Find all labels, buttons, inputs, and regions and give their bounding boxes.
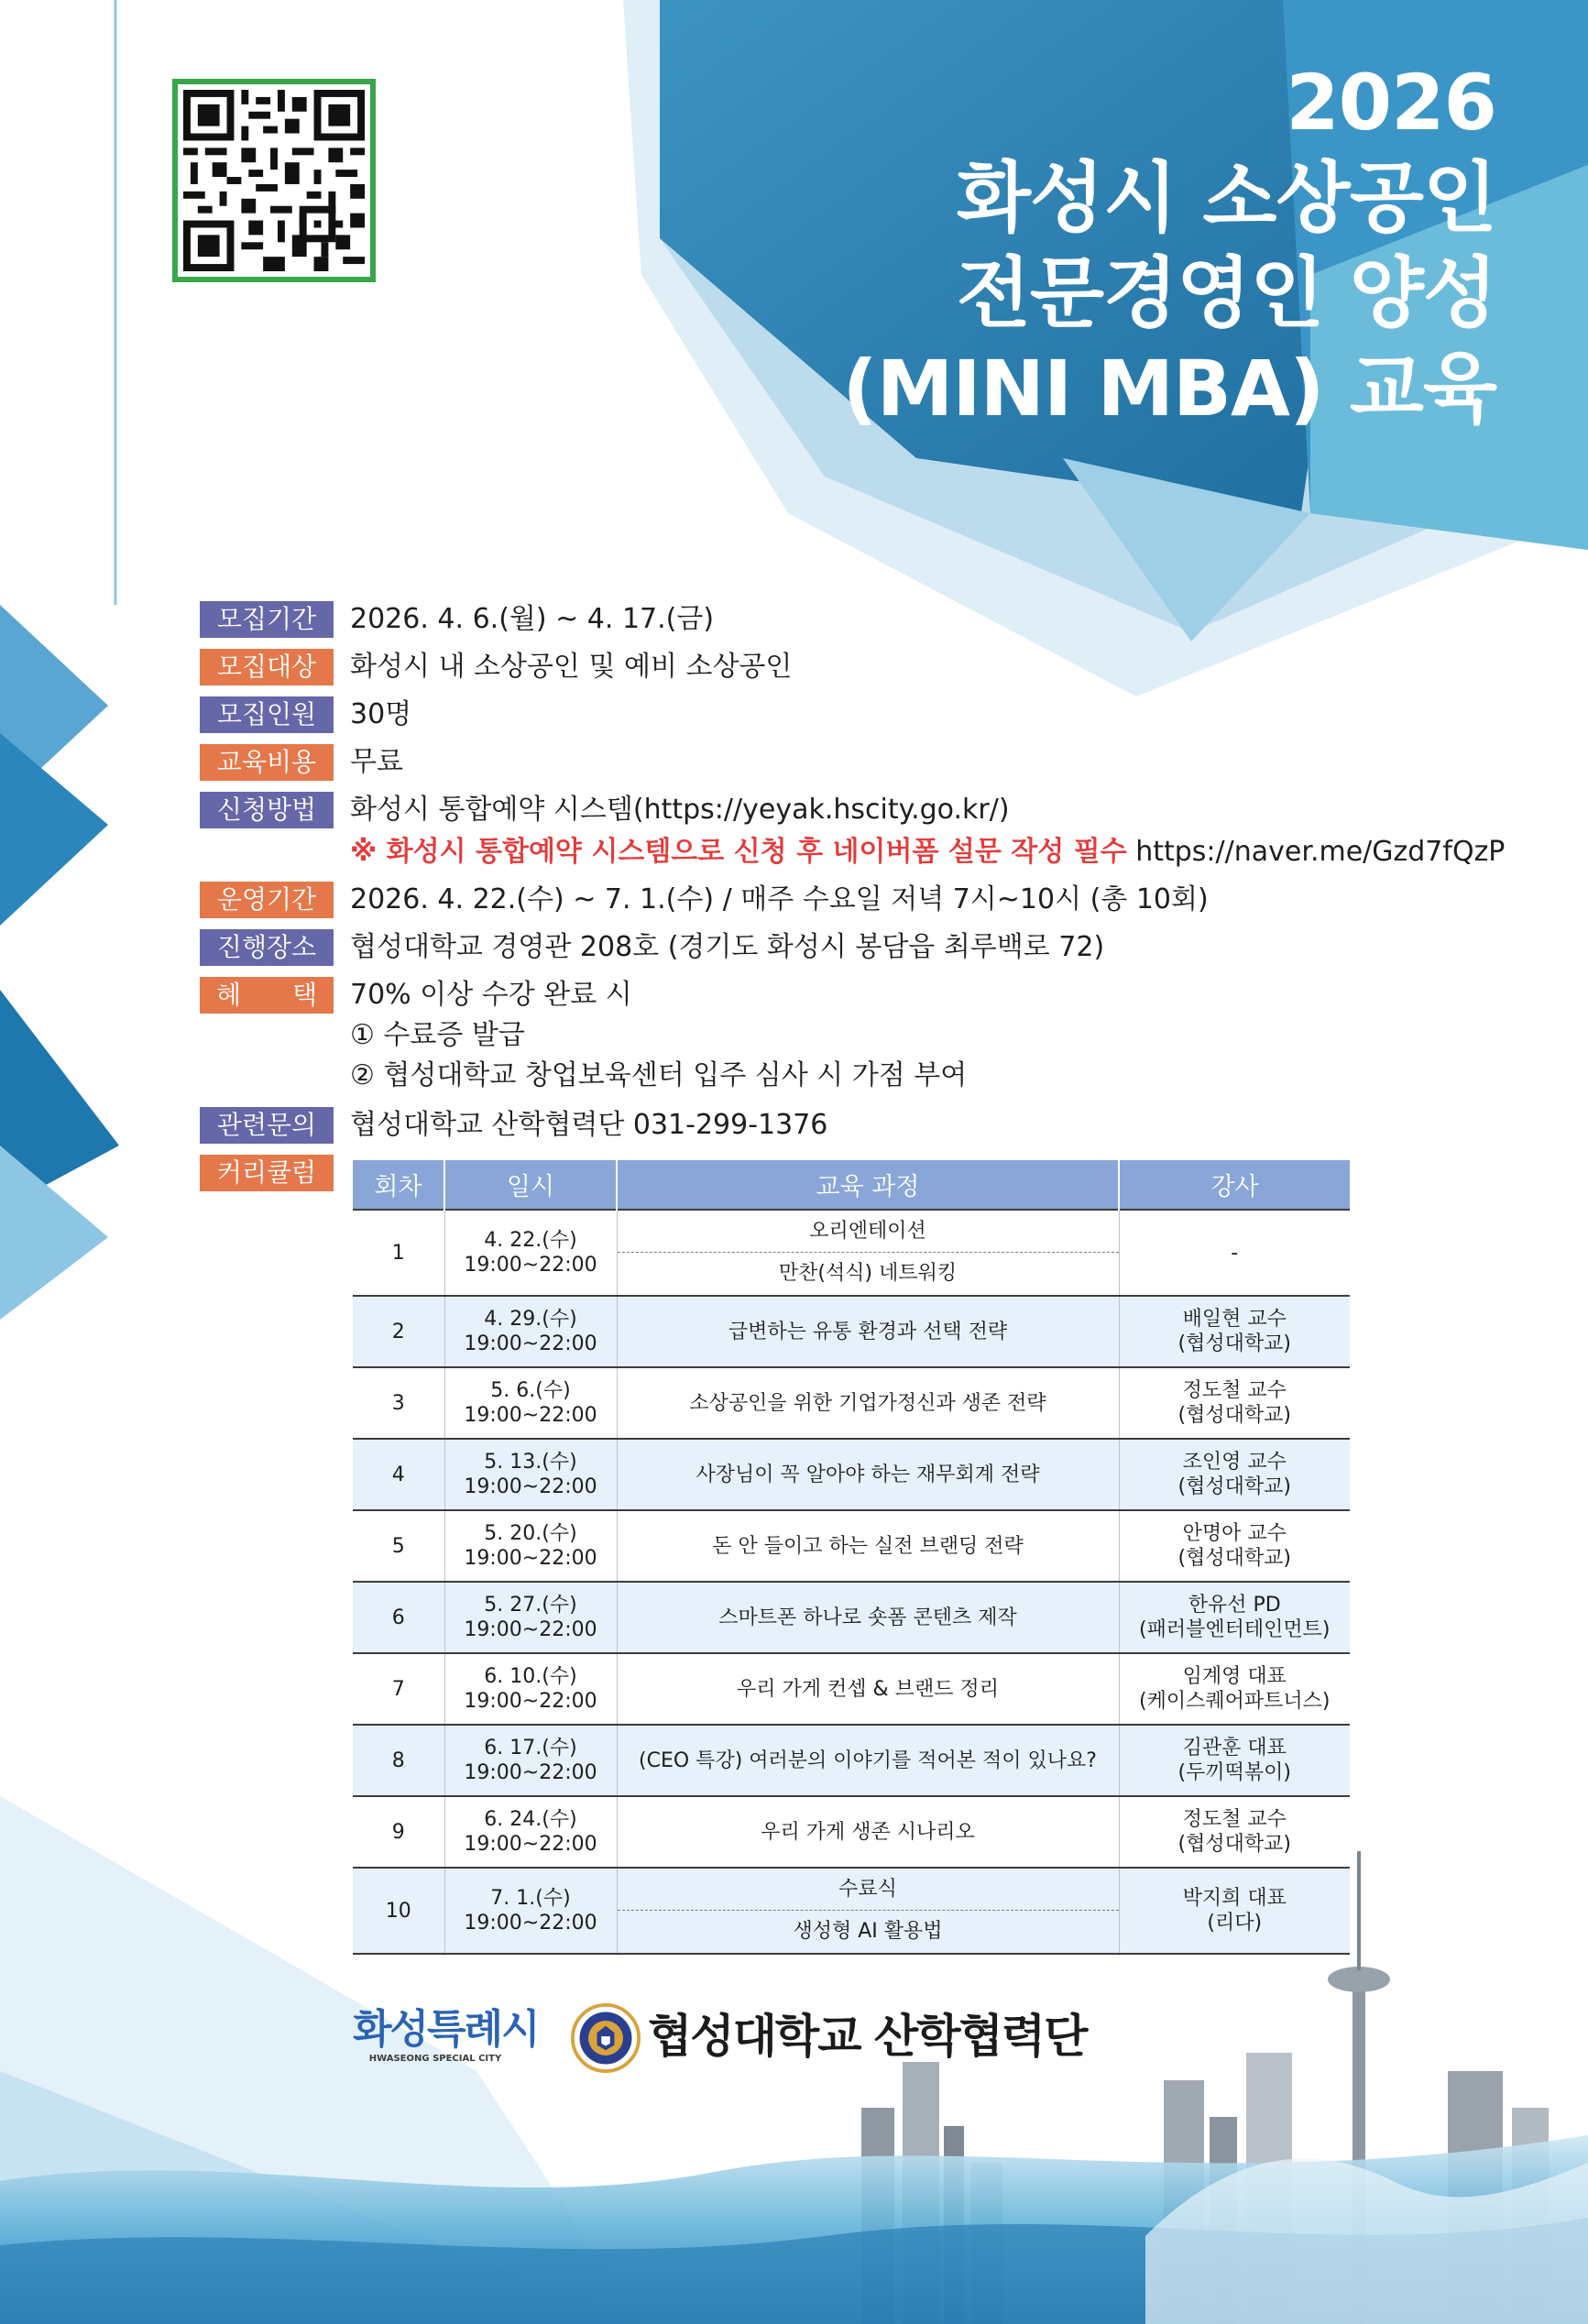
- curriculum-table: [353, 1160, 1350, 1955]
- value-target: 화성시 내 소상공인 및 예비 소상공인: [350, 651, 793, 683]
- value-fee: 무료: [350, 746, 403, 778]
- qr-code-icon: [183, 90, 365, 271]
- cell-no: 2: [353, 1296, 444, 1367]
- cell-course-a: 수료식: [618, 1869, 1119, 1911]
- cell-datetime: [444, 1296, 617, 1367]
- cell-date: 4. 29.(수): [484, 1308, 577, 1331]
- value-period: 2026. 4. 6.(월) ~ 4. 17.(금): [350, 603, 715, 635]
- cell-inst-name: 박지희 대표: [1182, 1887, 1287, 1910]
- cell-inst-org: (협성대학교): [1177, 1833, 1291, 1856]
- cell-date: 5. 20.(수): [484, 1522, 577, 1545]
- header-course: 교육 과정: [617, 1160, 1119, 1210]
- value-operation: 2026. 4. 22.(수) ~ 7. 1.(수) / 매주 수요일 저녁 7시~10시 (총 10회): [350, 883, 1209, 915]
- cell-datetime: [444, 1210, 617, 1296]
- cell-inst-name: 임계영 대표: [1182, 1665, 1287, 1688]
- cell-instructor: [1119, 1582, 1350, 1653]
- city-logo-text: 화성특례시: [353, 2006, 539, 2053]
- table-header-row: [353, 1160, 1350, 1210]
- info-section: [200, 597, 1506, 1199]
- table-row: [353, 1653, 1350, 1725]
- cell-course: 우리 가게 컨셉 & 브랜드 정리: [617, 1653, 1119, 1725]
- cell-instructor: [1119, 1725, 1350, 1796]
- cell-inst-org: (두끼떡볶이): [1177, 1761, 1291, 1784]
- cell-no: 9: [353, 1796, 444, 1868]
- cell-inst-org: (케이스퀘어파트너스): [1139, 1690, 1331, 1713]
- cell-date: 5. 13.(수): [484, 1451, 577, 1474]
- info-row-contact: [200, 1103, 1483, 1151]
- cell-instructor: [1119, 1367, 1350, 1439]
- cell-inst-org: (패러블엔터테인먼트): [1139, 1618, 1331, 1641]
- label-operation: 운영기간: [200, 882, 334, 918]
- cell-course: [617, 1210, 1119, 1296]
- cell-inst-name: 안명아 교수: [1182, 1522, 1287, 1545]
- label-capacity: 모집인원: [200, 696, 334, 733]
- cell-time: 19:00~22:00: [464, 1547, 597, 1570]
- value-contact: 협성대학교 산학협력단 031-299-1376: [350, 1109, 828, 1141]
- cell-no: 3: [353, 1367, 444, 1439]
- header-datetime: 일시: [444, 1160, 617, 1210]
- apply-notice: ※ 화성시 통합예약 시스템으로 신청 후 네이버폼 설문 작성 필수: [350, 836, 1127, 868]
- cell-inst-name: 조인영 교수: [1182, 1451, 1287, 1474]
- cell-inst-org: (협성대학교): [1177, 1404, 1291, 1427]
- cell-time: 19:00~22:00: [464, 1475, 597, 1498]
- cell-date: 7. 1.(수): [490, 1887, 571, 1910]
- table-row: [353, 1367, 1350, 1439]
- cell-course: 우리 가게 생존 시나리오: [617, 1796, 1119, 1868]
- cell-date: 4. 22.(수): [484, 1229, 577, 1252]
- cell-no: 4: [353, 1439, 444, 1510]
- label-contact: 관련문의: [200, 1107, 334, 1144]
- cell-instructor: [1119, 1796, 1350, 1868]
- cell-inst-name: 배일현 교수: [1182, 1308, 1287, 1331]
- cell-time: 19:00~22:00: [464, 1690, 597, 1713]
- cell-time: 19:00~22:00: [464, 1761, 597, 1784]
- cell-datetime: [444, 1653, 617, 1725]
- info-row-venue: [200, 926, 1483, 973]
- cell-date: 5. 27.(수): [484, 1594, 577, 1617]
- label-venue: 진행장소: [200, 929, 334, 966]
- cell-datetime: [444, 1367, 617, 1439]
- cell-inst-org: (협성대학교): [1177, 1332, 1291, 1355]
- apply-notice-link[interactable]: https://naver.me/Gzd7fQzP: [1135, 836, 1506, 868]
- cell-course: 사장님이 꼭 알아야 하는 재무회계 전략: [617, 1439, 1119, 1510]
- cell-course: 급변하는 유통 환경과 선택 전략: [617, 1296, 1119, 1367]
- header-session: 회차: [353, 1160, 444, 1210]
- cell-time: 19:00~22:00: [464, 1404, 597, 1427]
- header-instructor: 강사: [1119, 1160, 1350, 1210]
- info-row-target: [200, 645, 1483, 693]
- cell-time: 19:00~22:00: [464, 1254, 597, 1277]
- cell-datetime: [444, 1582, 617, 1653]
- table-row: [353, 1725, 1350, 1796]
- cell-no: 7: [353, 1653, 444, 1725]
- benefit-item-2: ② 협성대학교 창업보육센터 입주 심사 시 가점 부여: [350, 1059, 968, 1091]
- cell-inst-org: (리다): [1207, 1912, 1263, 1935]
- cell-time: 19:00~22:00: [464, 1833, 597, 1856]
- cell-course: (CEO 특강) 여러분의 이야기를 적어본 적이 있나요?: [617, 1725, 1119, 1796]
- cell-course: [617, 1868, 1119, 1954]
- cell-inst-name: 한유선 PD: [1188, 1594, 1281, 1617]
- cell-datetime: [444, 1439, 617, 1510]
- cell-no: 10: [353, 1868, 444, 1954]
- cell-no: 8: [353, 1725, 444, 1796]
- footer-logos: [353, 1996, 1104, 2078]
- info-row-apply: [200, 788, 1506, 878]
- value-capacity: 30명: [350, 698, 412, 730]
- title-year: 2026: [1286, 58, 1496, 148]
- cell-datetime: [444, 1510, 617, 1582]
- cell-inst-name: 김관훈 대표: [1182, 1737, 1287, 1759]
- hwaseong-city-logo: [353, 2006, 539, 2071]
- value-apply[interactable]: 화성시 통합예약 시스템(https://yeyak.hscity.go.kr/): [350, 794, 1010, 826]
- cell-inst-org: (협성대학교): [1177, 1475, 1291, 1498]
- cell-date: 5. 6.(수): [490, 1379, 571, 1402]
- cell-inst-name: 정도철 교수: [1182, 1379, 1287, 1402]
- table-row: [353, 1582, 1350, 1653]
- cell-instructor: [1119, 1653, 1350, 1725]
- title-line-3: (MINI MBA) 교육: [842, 344, 1496, 433]
- label-fee: 교육비용: [200, 744, 334, 781]
- cell-no: 1: [353, 1210, 444, 1296]
- cell-instructor: -: [1119, 1210, 1350, 1296]
- value-benefit: 70% 이상 수강 완료 시: [350, 979, 632, 1011]
- cell-time: 19:00~22:00: [464, 1332, 597, 1355]
- value-venue: 협성대학교 경영관 208호 (경기도 화성시 봉담읍 최루백로 72): [350, 931, 1105, 963]
- table-row: [353, 1210, 1350, 1296]
- cell-time: 19:00~22:00: [464, 1912, 597, 1935]
- cell-no: 5: [353, 1510, 444, 1582]
- curriculum-table-wrap: [353, 1160, 1350, 1955]
- cell-course-b: 생성형 AI 활용법: [793, 1920, 943, 1943]
- info-row-fee: [200, 740, 1483, 788]
- university-name: 협성대학교 산학협력단: [648, 2010, 1087, 2063]
- apply-notice-line: [350, 832, 1505, 872]
- cell-course-a: 오리엔테이션: [618, 1211, 1119, 1253]
- qr-code[interactable]: [172, 79, 376, 282]
- info-row-operation: [200, 878, 1483, 926]
- cell-datetime: [444, 1868, 617, 1954]
- cell-instructor: [1119, 1296, 1350, 1367]
- cell-course: 소상공인을 위한 기업가정신과 생존 전략: [617, 1367, 1119, 1439]
- cell-time: 19:00~22:00: [464, 1618, 597, 1641]
- cell-inst-org: (협성대학교): [1177, 1547, 1291, 1570]
- cell-date: 6. 24.(수): [484, 1808, 577, 1831]
- cell-date: 6. 17.(수): [484, 1737, 577, 1759]
- table-row: [353, 1510, 1350, 1582]
- cell-date: 6. 10.(수): [484, 1665, 577, 1688]
- table-row: [353, 1868, 1350, 1954]
- info-row-capacity: [200, 693, 1483, 740]
- table-row: [353, 1796, 1350, 1868]
- cell-instructor: [1119, 1439, 1350, 1510]
- cell-inst-name: 정도철 교수: [1182, 1808, 1287, 1831]
- label-benefit: 혜 택: [200, 977, 334, 1014]
- cell-datetime: [444, 1725, 617, 1796]
- table-row: [353, 1296, 1350, 1367]
- cell-instructor: [1119, 1868, 1350, 1954]
- benefit-item-1: ① 수료증 발급: [350, 1019, 525, 1051]
- label-target: 모집대상: [200, 649, 334, 685]
- cell-instructor: [1119, 1510, 1350, 1582]
- cell-no: 6: [353, 1582, 444, 1653]
- cell-course: 스마트폰 하나로 숏폼 콘텐츠 제작: [617, 1582, 1119, 1653]
- cell-course-b: 만찬(석식) 네트워킹: [778, 1262, 958, 1285]
- label-period: 모집기간: [200, 601, 334, 638]
- label-apply: 신청방법: [200, 792, 334, 828]
- label-curriculum: 커리큘럼: [200, 1155, 334, 1191]
- table-row: [353, 1439, 1350, 1510]
- title-line-2: 전문경영인 양성: [956, 248, 1496, 338]
- info-row-period: [200, 597, 1483, 645]
- title-line-1: 화성시 소상공인: [956, 153, 1496, 243]
- cell-course: 돈 안 들이고 하는 실전 브랜딩 전략: [617, 1510, 1119, 1582]
- cell-datetime: [444, 1796, 617, 1868]
- title-block: [672, 55, 1496, 436]
- university-emblem-icon: [571, 2003, 641, 2073]
- info-row-benefit: [200, 973, 1483, 1103]
- city-logo-subtitle: HWASEONG SPECIAL CITY: [368, 2054, 502, 2064]
